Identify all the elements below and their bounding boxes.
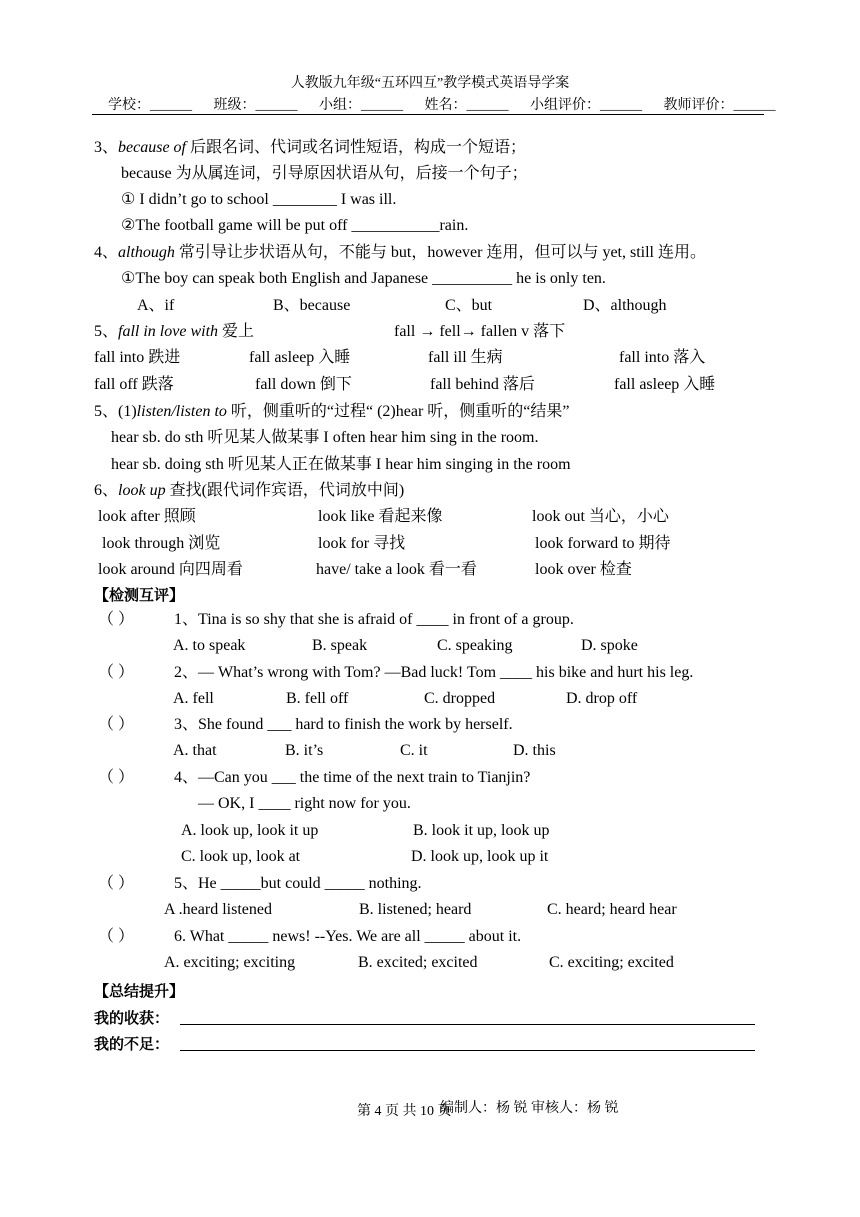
phrase: look like 看起来像 bbox=[318, 508, 443, 525]
phrase: fall off 跌落 bbox=[94, 376, 174, 393]
phrase: fall ill 生病 bbox=[428, 349, 503, 366]
question-3: 3、She found ___ hard to finish the work by herself. bbox=[174, 716, 513, 733]
keyword: fall in love with bbox=[118, 323, 219, 340]
phrase: fall into 落入 bbox=[619, 349, 706, 366]
phrase: look over 检查 bbox=[535, 561, 632, 578]
q1-option-a: A. to speak bbox=[173, 637, 246, 654]
hear-usage-2: hear sb. doing sth 听见某人正在做某事 I hear him singing in the room bbox=[111, 456, 571, 473]
item-3-line bbox=[94, 138, 526, 158]
keyword: because of bbox=[118, 139, 186, 156]
q3-option-d: D. this bbox=[513, 742, 556, 759]
q5-option-b: B. listened; heard bbox=[359, 901, 472, 918]
header-title: 人教版九年级“五环四互”教学模式英语导学案 bbox=[290, 76, 570, 91]
editor-credit: 编制人：杨 锐 审核人：杨 锐 bbox=[440, 1101, 619, 1116]
phrase: look around 向四周看 bbox=[98, 561, 243, 578]
q6-option-c: C. exciting; excited bbox=[549, 954, 674, 971]
item-4-line bbox=[94, 243, 706, 263]
item-number: 4、 bbox=[94, 244, 119, 261]
question-5: 5、He _____but could _____ nothing. bbox=[174, 875, 422, 892]
q3-option-b: B. it’s bbox=[285, 742, 324, 759]
answer-paren: （ ） bbox=[98, 928, 135, 945]
gain-label: 我的收获： bbox=[94, 1009, 170, 1027]
field-class: 班级：______ bbox=[213, 98, 298, 113]
field-school: 学校：______ bbox=[108, 98, 192, 113]
item-4-example: ①The boy can speak both English and Japanese __________ he is only ten. bbox=[121, 270, 606, 287]
q2-option-b: B. fell off bbox=[286, 690, 349, 707]
item-3-example-1: ① I didn’t go to school ________ I was ill. bbox=[121, 191, 397, 208]
item-text: 后跟名词、代词或名词性短语，构成一个短语； bbox=[186, 139, 527, 156]
item-5-line bbox=[94, 322, 254, 342]
keyword: although bbox=[118, 244, 175, 261]
question-1: 1、Tina is so shy that she is afraid of ____ in front of a group. bbox=[174, 611, 574, 628]
q1-option-d: D. spoke bbox=[581, 637, 638, 654]
q4-option-a: A. look up, look it up bbox=[181, 822, 319, 839]
lack-label: 我的不足： bbox=[94, 1035, 170, 1053]
field-teacher-eval: 教师评价：______ bbox=[663, 98, 776, 113]
phrase: look after 照顾 bbox=[98, 508, 196, 525]
keyword: look up bbox=[118, 482, 166, 499]
phrase: look out 当心，小心 bbox=[532, 508, 669, 525]
q2-option-c: C. dropped bbox=[424, 690, 496, 707]
field-group: 小组：______ bbox=[319, 98, 403, 113]
q4-option-b: B. look it up, look up bbox=[413, 822, 550, 839]
test-heading: 【检测互评】 bbox=[94, 586, 185, 604]
fall-forms: fall → fell→ fallen v 落下 bbox=[394, 323, 566, 340]
phrase: look for 寻找 bbox=[318, 535, 406, 552]
item-number: 5、 bbox=[94, 323, 119, 340]
lack-blank-line bbox=[180, 1050, 755, 1051]
item-4-option-b: B、because bbox=[273, 297, 351, 314]
field-name: 姓名：______ bbox=[424, 98, 509, 113]
question-2: 2、— What’s wrong with Tom? —Bad luck! Tom ____ his bike and hurt his leg. bbox=[174, 664, 694, 681]
item-number: 3、 bbox=[94, 139, 119, 156]
page-number: 第 4 页 共 10 页 bbox=[357, 1104, 452, 1119]
phrase: look forward to 期待 bbox=[535, 535, 671, 552]
item-text: 常引导让步状语从句，不能与 but，however 连用，但可以与 yet, still 连用。 bbox=[174, 244, 706, 261]
item-text: 听，侧重听的“过程“ (2)hear 听，侧重听的“结果” bbox=[226, 403, 570, 420]
question-4-reply: — OK, I ____ right now for you. bbox=[198, 795, 411, 812]
keyword: listen/listen to bbox=[136, 403, 227, 420]
answer-paren: （ ） bbox=[98, 611, 135, 628]
answer-paren: （ ） bbox=[98, 875, 135, 892]
q6-option-a: A. exciting; exciting bbox=[164, 954, 296, 971]
item-3-because: because 为从属连词，引导原因状语从句，后接一个句子； bbox=[121, 165, 528, 182]
answer-paren: （ ） bbox=[98, 769, 135, 786]
q5-option-c: C. heard; heard hear bbox=[547, 901, 677, 918]
phrase: fall asleep 入睡 bbox=[249, 349, 351, 366]
phrase: fall behind 落后 bbox=[430, 376, 535, 393]
summary-heading: 【总结提升】 bbox=[94, 982, 185, 1000]
answer-paren: （ ） bbox=[98, 716, 135, 733]
q3-option-a: A. that bbox=[173, 742, 217, 759]
field-group-eval: 小组评价：______ bbox=[530, 98, 642, 113]
q5-option-a: A .heard listened bbox=[164, 901, 272, 918]
item-text: 爱上 bbox=[218, 323, 255, 340]
hear-usage-1: hear sb. do sth 听见某人做某事 I often hear him sing in the room. bbox=[111, 429, 539, 446]
q2-option-d: D. drop off bbox=[566, 690, 638, 707]
phrase: fall into 跌进 bbox=[94, 349, 181, 366]
question-4: 4、—Can you ___ the time of the next train to Tianjin? bbox=[174, 769, 531, 786]
item-3-example-2: ②The football game will be put off ___________rain. bbox=[121, 217, 469, 234]
item-text: 查找(跟代词作宾语，代词放中间) bbox=[165, 482, 405, 499]
item-4-option-a: A、if bbox=[137, 297, 175, 314]
q4-option-d: D. look up, look up it bbox=[411, 848, 549, 865]
item-number: 5、(1) bbox=[94, 403, 137, 420]
q1-option-c: C. speaking bbox=[437, 637, 513, 654]
q3-option-c: C. it bbox=[400, 742, 428, 759]
item-4-option-c: C、but bbox=[445, 297, 493, 314]
phrase: look through 浏览 bbox=[102, 535, 221, 552]
question-6: 6. What _____ news! --Yes. We are all _____ about it. bbox=[174, 928, 522, 945]
q2-option-a: A. fell bbox=[173, 690, 214, 707]
answer-paren: （ ） bbox=[98, 664, 135, 681]
item-5b-line bbox=[94, 402, 570, 422]
header-fields bbox=[108, 94, 808, 114]
q1-option-b: B. speak bbox=[312, 637, 368, 654]
phrase: have/ take a look 看一看 bbox=[316, 561, 477, 578]
item-6-line bbox=[94, 481, 404, 501]
header-rule bbox=[92, 114, 764, 115]
q4-option-c: C. look up, look at bbox=[181, 848, 301, 865]
item-4-option-d: D、although bbox=[583, 297, 667, 314]
item-number: 6、 bbox=[94, 482, 119, 499]
q6-option-b: B. excited; excited bbox=[358, 954, 478, 971]
phrase: fall down 倒下 bbox=[255, 376, 352, 393]
phrase: fall asleep 入睡 bbox=[614, 376, 716, 393]
gain-blank-line bbox=[180, 1024, 755, 1025]
